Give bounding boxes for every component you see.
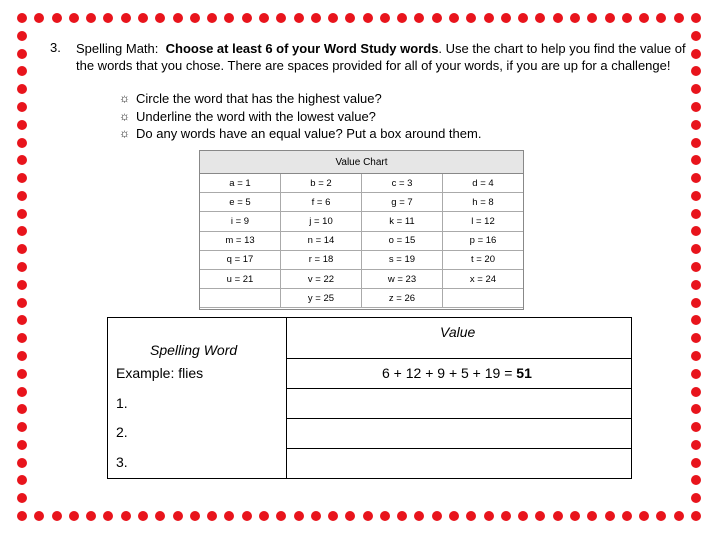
border-dot [691,404,701,414]
value-chart-cell: s = 19 [362,251,443,270]
border-dot [380,13,390,23]
value-chart-cell: k = 11 [362,212,443,231]
border-dot [103,13,113,23]
border-dot [259,13,269,23]
border-dot [207,511,217,521]
value-chart-row [200,270,523,289]
border-dot [86,511,96,521]
border-dot [691,440,701,450]
border-dot [17,226,27,236]
border-dot [224,511,234,521]
border-dot [553,511,563,521]
border-dot [691,84,701,94]
border-dot [639,511,649,521]
border-dot [103,511,113,521]
sun-icon: ☼ [119,126,130,140]
value-chart-cell: x = 24 [443,270,523,289]
border-dot [34,13,44,23]
spelling-word-header: Spelling Word [150,342,238,358]
border-dot [138,511,148,521]
value-chart-cell: d = 4 [443,174,523,193]
bullet-item [119,108,481,126]
instructions [76,40,686,74]
border-dot [69,13,79,23]
border-dot [17,511,27,521]
border-dot [276,13,286,23]
spelling-word-column [108,318,287,478]
value-chart-row [200,251,523,270]
border-dot [518,511,528,521]
border-dot [535,511,545,521]
value-chart-cell: n = 14 [281,232,362,251]
border-dot [691,315,701,325]
border-dot [17,66,27,76]
border-dot [691,102,701,112]
border-dot [328,511,338,521]
border-dot [52,511,62,521]
border-dot [622,13,632,23]
border-dot [622,511,632,521]
border-dot [294,13,304,23]
value-chart-cell: c = 3 [362,174,443,193]
border-dot [674,13,684,23]
value-chart-cell: z = 26 [362,289,443,308]
border-dot [587,13,597,23]
border-dot [691,138,701,148]
bullet-item [119,90,481,108]
border-dot [691,120,701,130]
border-dot [52,13,62,23]
value-chart-row [200,289,523,308]
border-dot [691,226,701,236]
border-dot [691,493,701,503]
value-chart-cell: j = 10 [281,212,362,231]
border-dot [380,511,390,521]
example-value-expr: 6 + 12 + 9 + 5 + 19 = [382,365,517,381]
border-dot [691,333,701,343]
border-dot [656,13,666,23]
border-dot [311,511,321,521]
item-number: 3. [50,40,61,55]
sun-icon: ☼ [119,108,130,123]
border-dot [553,13,563,23]
border-dot [155,511,165,521]
bullet-list [119,90,481,143]
border-dot [691,191,701,201]
example-label: Example: flies [116,365,204,381]
border-dot [432,13,442,23]
value-chart-cell: t = 20 [443,251,523,270]
border-dot [518,13,528,23]
border-dot [484,13,494,23]
border-dot [17,493,27,503]
border-dot [17,440,27,450]
border-dot [207,13,217,23]
border-dot [691,244,701,254]
border-dot [639,13,649,23]
border-dot [17,475,27,485]
border-dot [363,511,373,521]
border-dot [691,475,701,485]
border-dot [691,387,701,397]
value-chart-cell: i = 9 [200,212,281,231]
border-dot [414,511,424,521]
row-label-1: 1. [116,395,128,411]
instructions-lead: Spelling Math: [76,41,159,56]
example-value-total: 51 [516,365,532,381]
border-dot [501,13,511,23]
border-dot [570,511,580,521]
border-dot [86,13,96,23]
value-chart-cell: b = 2 [281,174,362,193]
border-dot [587,511,597,521]
border-dot [691,351,701,361]
border-dot [17,351,27,361]
border-dot [691,262,701,272]
value-chart-cell: o = 15 [362,232,443,251]
border-dot [294,511,304,521]
border-dot [17,404,27,414]
value-chart-cell: g = 7 [362,193,443,212]
value-chart-row [200,232,523,251]
border-dot [17,262,27,272]
border-dot [691,280,701,290]
border-dot [345,13,355,23]
row-divider [287,448,631,449]
border-dot [17,387,27,397]
spelling-table [107,317,632,479]
border-dot [484,511,494,521]
border-dot [17,191,27,201]
border-dot [466,511,476,521]
border-dot [259,511,269,521]
border-dot [432,511,442,521]
value-chart-body [200,174,523,308]
example-value [382,365,532,381]
border-dot [242,511,252,521]
row-divider [287,418,631,419]
border-dot [17,173,27,183]
value-chart-row [200,193,523,212]
value-chart-cell: u = 21 [200,270,281,289]
value-chart-cell: a = 1 [200,174,281,193]
value-chart-cell: m = 13 [200,232,281,251]
value-chart-cell: w = 23 [362,270,443,289]
value-chart-cell [200,289,281,308]
bullet-text: Underline the word with the lowest value? [136,108,376,124]
border-dot [691,511,701,521]
border-dot [242,13,252,23]
border-dot [691,369,701,379]
value-chart-cell: l = 12 [443,212,523,231]
border-dot [414,13,424,23]
border-dot [17,102,27,112]
row-label-2: 2. [116,424,128,440]
border-dot [173,13,183,23]
border-dot [17,209,27,219]
border-dot [605,511,615,521]
border-dot [656,511,666,521]
value-chart-cell: r = 18 [281,251,362,270]
border-dot [138,13,148,23]
border-dot [155,13,165,23]
value-chart-row [200,174,523,193]
value-chart [199,150,524,310]
border-dot [17,84,27,94]
value-chart-cell: f = 6 [281,193,362,212]
border-dot [449,13,459,23]
border-dot [69,511,79,521]
instructions-bold: Choose at least 6 of your Word Study words [165,41,439,56]
border-dot [691,155,701,165]
instructions-rest: . Use the chart to help you find the value of the words that you chose. There are spaces provided for all of your words, if you are up for a challenge! [76,41,686,73]
bullet-text: Circle the word that has the highest value? [136,91,382,106]
border-dot [17,422,27,432]
border-dot [397,511,407,521]
row-label-3: 3. [116,454,128,470]
border-dot [17,13,27,23]
border-dot [691,298,701,308]
border-dot [17,280,27,290]
border-dot [449,511,459,521]
border-dot [173,511,183,521]
border-dot [605,13,615,23]
border-dot [17,244,27,254]
border-dot [397,13,407,23]
border-dot [224,13,234,23]
border-dot [121,13,131,23]
border-dot [691,49,701,59]
border-dot [17,120,27,130]
border-dot [328,13,338,23]
border-dot [345,511,355,521]
value-chart-title: Value Chart [200,151,523,174]
row-divider [287,388,631,389]
value-chart-cell: v = 22 [281,270,362,289]
bullet-item [119,125,481,143]
border-dot [17,49,27,59]
border-dot [17,298,27,308]
border-dot [501,511,511,521]
border-dot [466,13,476,23]
border-dot [674,511,684,521]
border-dot [691,209,701,219]
border-dot [34,511,44,521]
border-dot [535,13,545,23]
border-dot [121,511,131,521]
border-dot [190,13,200,23]
row-divider [287,358,631,359]
border-dot [570,13,580,23]
border-dot [691,66,701,76]
value-chart-cell: h = 8 [443,193,523,212]
border-dot [691,422,701,432]
border-dot [17,155,27,165]
border-dot [190,511,200,521]
value-chart-row [200,212,523,231]
value-chart-cell: e = 5 [200,193,281,212]
sun-icon: ☼ [119,91,130,105]
border-dot [363,13,373,23]
border-dot [17,333,27,343]
value-chart-cell: p = 16 [443,232,523,251]
bullet-text: Do any words have an equal value? Put a box around them. [136,126,482,141]
border-dot [691,13,701,23]
value-column [287,318,631,478]
border-dot [17,315,27,325]
value-chart-cell [443,289,523,308]
border-dot [17,458,27,468]
border-dot [311,13,321,23]
border-dot [691,458,701,468]
value-chart-cell: y = 25 [281,289,362,308]
border-dot [17,31,27,41]
value-chart-cell: q = 17 [200,251,281,270]
border-dot [17,138,27,148]
border-dot [691,31,701,41]
border-dot [691,173,701,183]
border-dot [276,511,286,521]
border-dot [17,369,27,379]
value-header: Value [440,324,476,340]
